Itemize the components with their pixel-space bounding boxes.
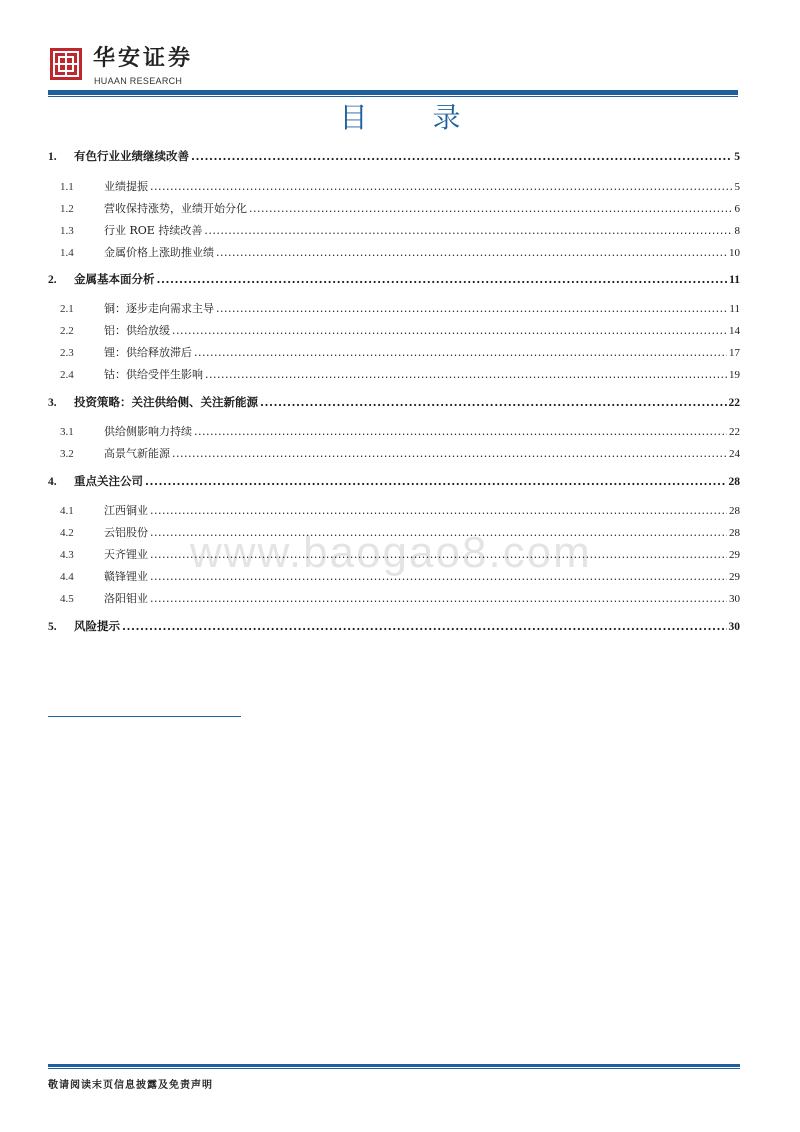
toc-entry[interactable] — [48, 546, 740, 562]
toc-entry[interactable] — [48, 502, 740, 518]
toc-leader — [122, 619, 727, 633]
toc-entry[interactable] — [48, 344, 740, 360]
toc-entry-title: 重点关注公司 — [74, 474, 143, 488]
toc-entry-number: 3.2 — [60, 448, 74, 460]
toc-entry[interactable] — [48, 445, 740, 461]
toc-entry[interactable] — [48, 618, 740, 634]
toc-entry-page: 5 — [734, 151, 740, 163]
toc-entry[interactable] — [48, 473, 740, 489]
toc-entry-number: 2.4 — [60, 369, 74, 381]
header-rule-thin — [48, 96, 738, 97]
toc-leader — [150, 592, 727, 605]
footer-rule-thin — [48, 1068, 740, 1069]
toc-entry-page: 22 — [729, 426, 740, 438]
toc-entry[interactable] — [48, 568, 740, 584]
toc-entry-page: 28 — [729, 505, 740, 517]
toc-leader — [216, 302, 727, 315]
toc-entry-number: 4.1 — [60, 505, 74, 517]
toc-entry[interactable] — [48, 423, 740, 439]
toc-entry-title: 钴：供给受伴生影响 — [104, 368, 203, 381]
toc-entry[interactable] — [48, 271, 740, 287]
toc-entry-title: 金属基本面分析 — [74, 272, 155, 286]
toc-entry-page: 10 — [729, 247, 740, 259]
toc-entry-number: 2.3 — [60, 347, 74, 359]
toc-entry-page: 29 — [729, 549, 740, 561]
footer-disclaimer: 敬请阅读末页信息披露及免责声明 — [48, 1080, 213, 1091]
toc-entry-title: 有色行业业绩继续改善 — [74, 149, 189, 163]
toc-leader — [150, 504, 727, 517]
toc-entry-page: 28 — [729, 527, 740, 539]
toc-entry[interactable] — [48, 394, 740, 410]
footer-rule — [48, 1064, 740, 1067]
toc-entry-title: 铜：逐步走向需求主导 — [104, 302, 214, 315]
toc-entry-number: 1.4 — [60, 247, 74, 259]
toc-entry-number: 3.1 — [60, 426, 74, 438]
toc-entry[interactable] — [48, 222, 740, 238]
toc-leader — [204, 224, 732, 237]
header-rule — [48, 90, 738, 95]
brand-name-en: HUAAN RESEARCH — [94, 76, 183, 86]
toc-entry-number: 4. — [48, 476, 57, 488]
toc-entry-page: 22 — [728, 397, 740, 409]
toc-entry-page: 28 — [728, 476, 740, 488]
toc-entry-title: 洛阳钼业 — [104, 592, 148, 605]
toc-leader — [172, 447, 727, 460]
toc-entry-title: 金属价格上涨助推业绩 — [104, 246, 214, 259]
toc-leader — [150, 180, 733, 193]
toc-entry[interactable] — [48, 200, 740, 216]
toc-entry-number: 5. — [48, 621, 57, 633]
toc-entry-page: 5 — [734, 181, 740, 193]
toc-entry[interactable] — [48, 322, 740, 338]
toc-leader — [157, 272, 728, 286]
toc-entry-page: 8 — [734, 225, 740, 237]
toc-entry-number: 1.3 — [60, 225, 74, 237]
toc-entry-page: 19 — [729, 369, 740, 381]
toc-entry-title: 行业 ROE 持续改善 — [104, 224, 203, 237]
toc-entry-number: 4.2 — [60, 527, 74, 539]
toc-entry-page: 30 — [728, 621, 740, 633]
toc-entry-number: 4.4 — [60, 571, 74, 583]
toc-entry[interactable] — [48, 148, 740, 164]
toc-leader — [150, 548, 727, 561]
watermark: www.baogao8.com — [190, 528, 592, 577]
toc-entry-title: 云铝股份 — [104, 526, 148, 539]
toc-entry-number: 1.1 — [60, 181, 74, 193]
toc-entry-page: 14 — [729, 325, 740, 337]
toc-entry-title: 高景气新能源 — [104, 447, 170, 460]
toc-leader — [194, 425, 727, 438]
toc-entry-title: 风险提示 — [74, 619, 120, 633]
toc-entry[interactable] — [48, 590, 740, 606]
toc-entry-page: 29 — [729, 571, 740, 583]
toc-entry[interactable] — [48, 178, 740, 194]
toc-leader — [260, 395, 727, 409]
toc-entry-page: 24 — [729, 448, 740, 460]
toc-entry-title: 投资策略：关注供给侧、关注新能源 — [74, 395, 258, 409]
toc-entry[interactable] — [48, 366, 740, 382]
toc-entry-number: 4.3 — [60, 549, 74, 561]
toc-leader — [191, 149, 732, 163]
toc-leader — [216, 246, 727, 259]
footnote-rule — [48, 716, 241, 717]
toc-entry-page: 17 — [729, 347, 740, 359]
toc-leader — [150, 526, 727, 539]
toc-entry-title: 供给侧影响力持续 — [104, 425, 192, 438]
toc-entry-page: 6 — [734, 203, 740, 215]
toc-entry-title: 锂：供给释放滞后 — [104, 346, 192, 359]
toc-entry[interactable] — [48, 300, 740, 316]
toc-entry-title: 赣锋锂业 — [104, 570, 148, 583]
toc-entry-page: 11 — [729, 274, 740, 286]
toc-leader — [172, 324, 727, 337]
company-logo-icon — [49, 47, 83, 81]
toc-title: 目 录 — [339, 101, 489, 134]
toc-entry-number: 1.2 — [60, 203, 74, 215]
toc-leader — [194, 346, 727, 359]
toc-entry-number: 2.1 — [60, 303, 74, 315]
toc-leader — [205, 368, 727, 381]
toc-entry-title: 江西铜业 — [104, 504, 148, 517]
toc-entry-page: 30 — [729, 593, 740, 605]
toc-entry-page: 11 — [729, 303, 740, 315]
toc-entry[interactable] — [48, 524, 740, 540]
toc-entry[interactable] — [48, 244, 740, 260]
toc-entry-number: 3. — [48, 397, 57, 409]
toc-entry-title: 天齐锂业 — [104, 548, 148, 561]
toc-entry-title: 铝：供给放缓 — [104, 324, 170, 337]
toc-leader — [150, 570, 727, 583]
toc-entry-number: 2.2 — [60, 325, 74, 337]
toc-leader — [249, 202, 733, 215]
toc-entry-number: 4.5 — [60, 593, 74, 605]
brand-name-cn: 华安证券 — [93, 45, 194, 71]
toc-entry-title: 营收保持涨势，业绩开始分化 — [104, 202, 247, 215]
toc-entry-title: 业绩提振 — [104, 180, 148, 193]
toc-leader — [145, 474, 727, 488]
toc-entry-number: 1. — [48, 151, 57, 163]
toc-entry-number: 2. — [48, 274, 57, 286]
